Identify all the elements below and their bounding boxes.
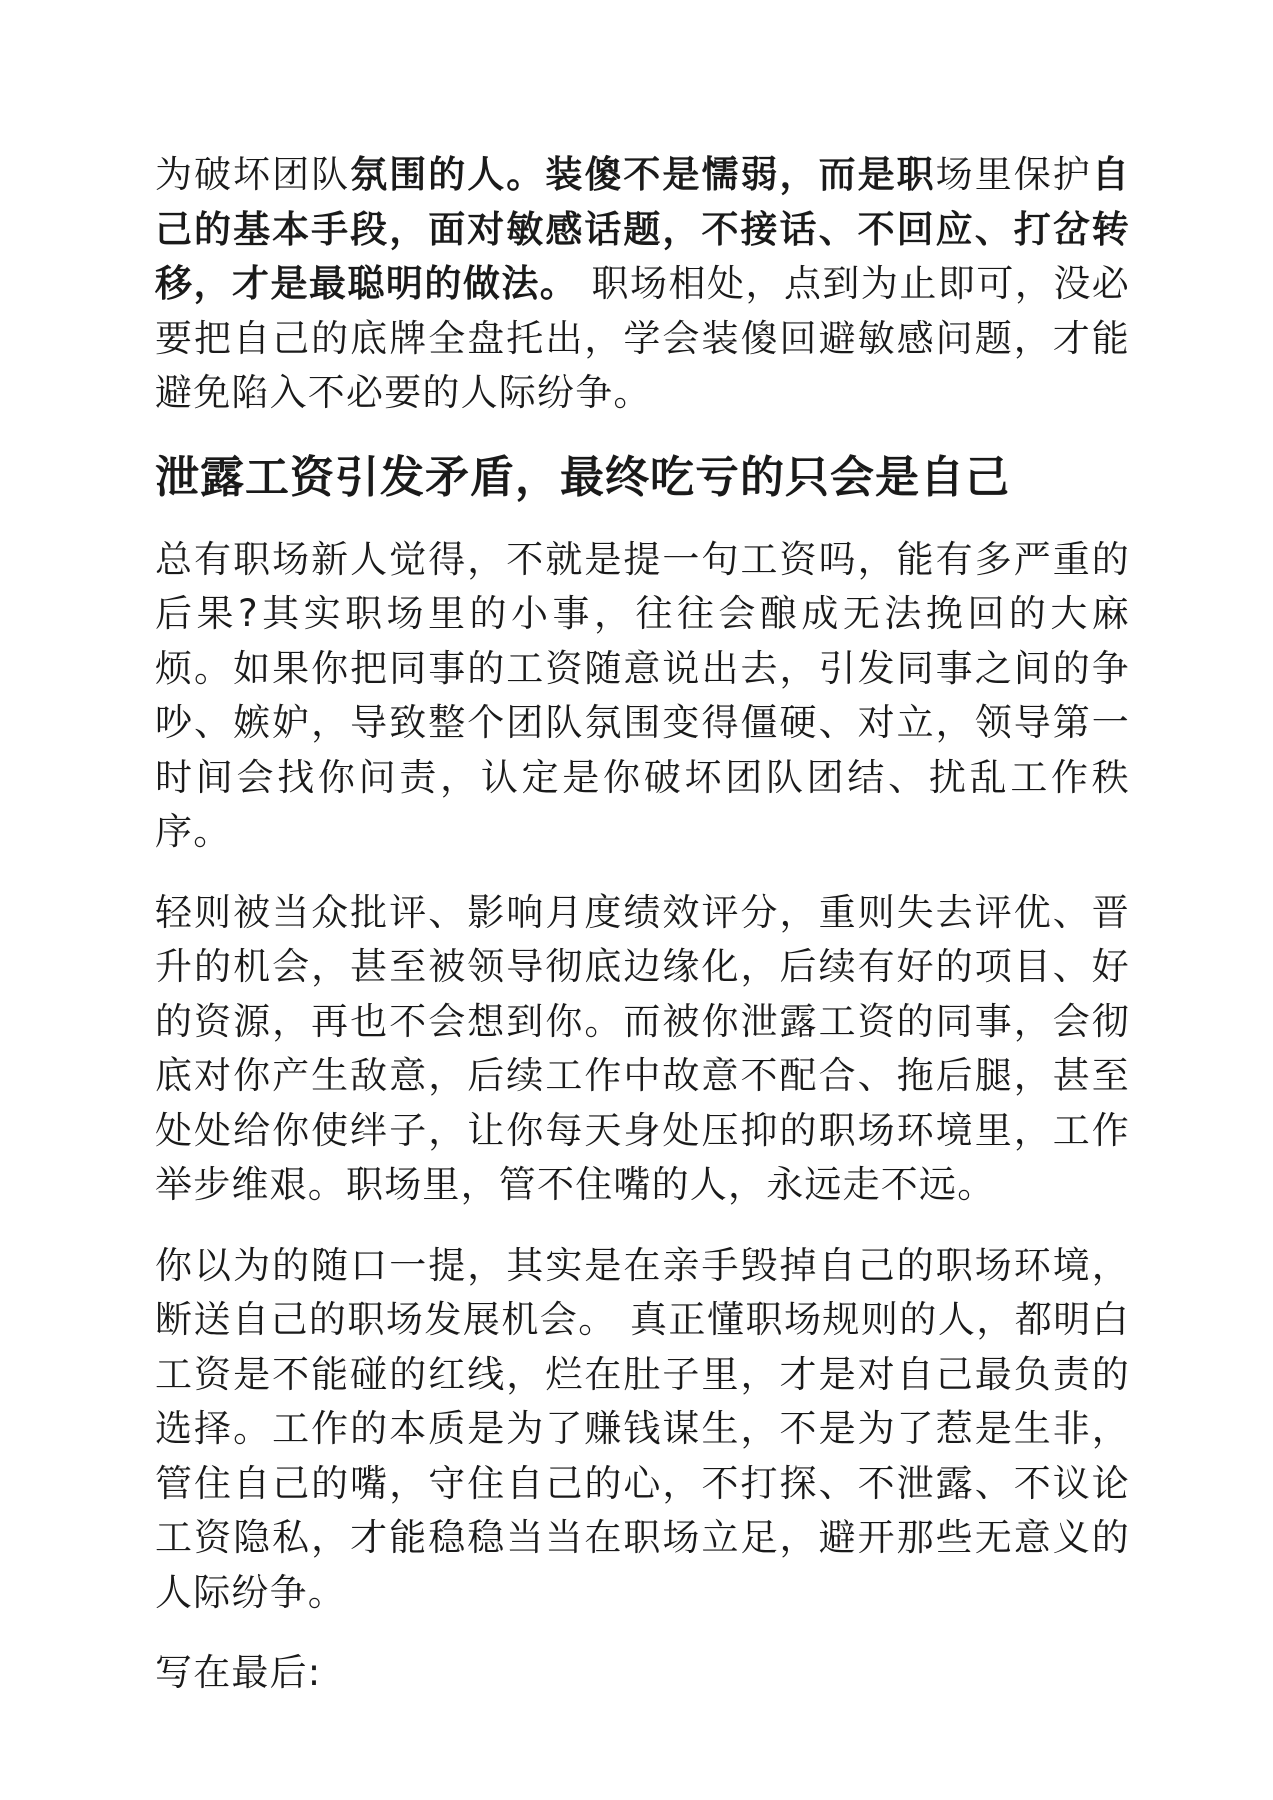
closing-label: 写在最后: — [155, 1651, 322, 1694]
intro-bold-1: 氛围的人。装傻不是懦弱，而是职 — [350, 153, 936, 196]
section-paragraph-2: 轻则被当众批评、影响月度绩效评分，重则失去评优、晋升的机会，甚至被领导彻底边缘化，后续有好的项目、好的资源，再也不会想到你。而被你泄露工资的同事，会彻底对你产生敌意，后续工作中故意不配合、拖后腿，甚至处处给你使绊子，让你每天身处压抑的职场环境里，工作举步维艰。职场里，管不住嘴的人，永远走不远。 — [155, 890, 1130, 1206]
section-paragraph-1: 总有职场新人觉得，不就是提一句工资吗，能有多严重的后果?其实职场里的小事，往往会酿成无法挽回的大麻烦。如果你把同事的工资随意说出去，引发同事之间的争吵、嫉妒，导致整个团队氛围变得僵硬、对立，领导第一时间会找你问责，认定是你破坏团队团结、扰乱工作秩序。 — [155, 537, 1130, 853]
section-heading: 泄露工资引发矛盾，最终吃亏的只会是自己 — [155, 451, 1010, 503]
intro-text-1: 为破坏团队 — [155, 153, 351, 196]
intro-text-2: 场里保护 — [935, 153, 1092, 196]
article-body — [155, 148, 1130, 1701]
intro-text-3: 职场相处，点到为止即可，没必要把自己的底牌全盘托出，学会装傻回避敏感问题，才能避免陷入不必要的人际纷争。 — [155, 262, 1130, 414]
intro-bold-2: 自己的基本手段，面对敏感话题，不接话、不回应、打岔转移，才是最聪明的做法。 — [155, 153, 1131, 305]
section-paragraph-3: 你以为的随口一提，其实是在亲手毁掉自己的职场环境，断送自己的职场发展机会。 真正懂职场规则的人，都明白工资是不能碰的红线，烂在肚子里，才是对自己最负责的选择。工作的本质是为了赚钱谋生，不是为了惹是生非，管住自己的嘴，守住自己的心，不打探、不泄露、不议论工资隐私，才能稳稳当当在职场立足，避开那些无意义的人际纷争。 — [155, 1243, 1130, 1614]
intro-paragraph — [155, 148, 1130, 421]
